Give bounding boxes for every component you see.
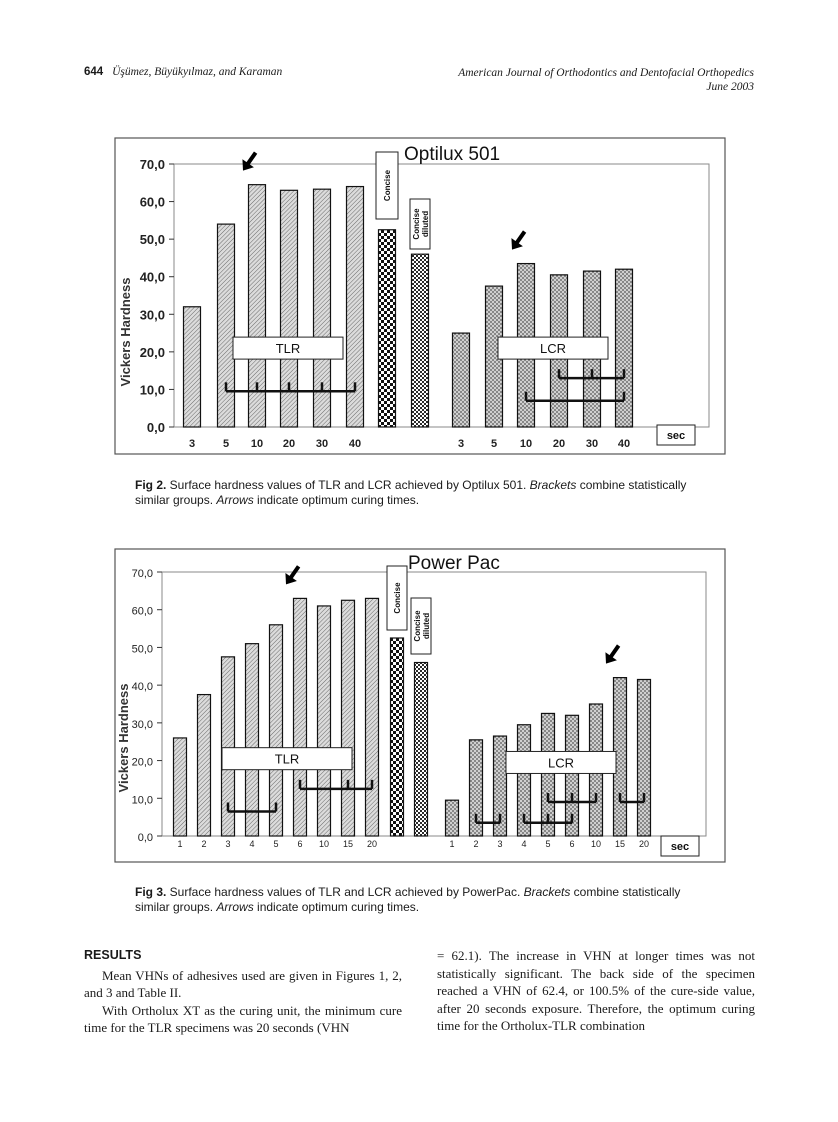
y-axis-label: Vickers Hardness xyxy=(116,683,131,793)
body-column-left xyxy=(84,947,402,1037)
x-tick-label: 20 xyxy=(638,839,650,849)
bar-concise xyxy=(379,230,396,427)
caption-italic: Arrows xyxy=(216,493,254,507)
y-tick-label: 70,0 xyxy=(131,568,153,580)
x-tick-label: 4 xyxy=(249,839,255,849)
vertical-label-line: diluted xyxy=(421,210,430,238)
unit-label: sec xyxy=(670,841,690,853)
figure-2-caption xyxy=(135,478,705,508)
figure-3-label: Fig 3. xyxy=(135,885,167,899)
running-authors: Üşümez, Büyükyılmaz, and Karaman xyxy=(112,66,283,78)
y-axis-label: Vickers Hardness xyxy=(118,277,133,387)
bar-lcr xyxy=(638,679,651,836)
figure-2-label: Fig 2. xyxy=(135,478,167,492)
x-tick-label: 1 xyxy=(177,839,183,849)
results-heading: RESULTS xyxy=(84,948,142,962)
x-tick-label: 5 xyxy=(490,438,498,450)
figure-2-chart xyxy=(114,137,726,455)
page-number: 644 xyxy=(84,66,104,78)
bar-concise xyxy=(391,638,404,836)
y-tick-label: 50,0 xyxy=(131,643,153,656)
vertical-label-box xyxy=(376,152,398,219)
body-paragraph: = 62.1). The increase in VHN at longer times was not statistically significant. The back side of the specimen reached a VHN of 62.4, or 100.5% of the cure-side value, after 20 seconds exposure. Therefore, the optimum curing time for the Ortholux-TLR combination xyxy=(437,948,755,1033)
x-tick-label: 10 xyxy=(250,438,264,450)
x-tick-label: 30 xyxy=(315,438,329,450)
y-tick-label: 20,0 xyxy=(139,344,165,360)
group-label: LCR xyxy=(539,341,567,357)
vertical-label xyxy=(413,610,431,642)
x-tick-label: 10 xyxy=(318,839,330,849)
y-tick-label: 30,0 xyxy=(131,718,153,731)
group-label-box xyxy=(506,751,616,773)
vertical-label xyxy=(412,208,430,240)
bar-tlr xyxy=(318,606,331,836)
group-label-box xyxy=(498,337,608,359)
x-tick-label: 15 xyxy=(342,839,354,849)
bar-lcr xyxy=(453,333,470,427)
bar-lcr xyxy=(446,800,459,836)
vertical-label-line: Concise xyxy=(412,208,421,240)
bar-tlr xyxy=(246,644,259,836)
y-tick-label: 10,0 xyxy=(131,794,153,807)
x-tick-label: 6 xyxy=(569,839,575,849)
x-tick-label: 30 xyxy=(585,438,599,450)
caption-text: indicate optimum curing times. xyxy=(253,493,420,507)
x-tick-label: 15 xyxy=(614,839,626,849)
x-tick-label: 3 xyxy=(457,438,465,450)
x-tick-label: 1 xyxy=(449,839,455,849)
x-tick-label: 3 xyxy=(497,839,503,849)
vertical-label-line: Concise xyxy=(413,610,422,642)
x-tick-label: 5 xyxy=(222,438,230,450)
x-tick-label: 5 xyxy=(273,839,279,849)
running-header-left xyxy=(84,66,282,78)
running-header-right xyxy=(458,66,754,94)
vertical-label: Concise xyxy=(383,169,392,202)
x-tick-label: 4 xyxy=(521,839,527,849)
y-tick-label: 50,0 xyxy=(139,232,165,248)
x-tick-label: 3 xyxy=(188,438,196,450)
caption-italic: Arrows xyxy=(216,900,254,914)
vertical-label-box xyxy=(411,598,431,654)
group-label-box xyxy=(233,337,343,359)
figure-2-svg xyxy=(114,137,726,455)
bar-lcr xyxy=(616,269,633,427)
caption-text: combine statistically similar groups. xyxy=(135,885,681,914)
y-tick-label: 40,0 xyxy=(131,681,153,694)
chart-title: Power Pac xyxy=(408,553,500,574)
y-tick-label: 70,0 xyxy=(139,157,165,172)
bar-tlr xyxy=(294,598,307,836)
bar-tlr xyxy=(174,738,187,836)
bar-tlr xyxy=(218,224,235,427)
x-tick-label: 2 xyxy=(473,839,479,849)
journal-name: American Journal of Orthodontics and Dentofacial Orthopedics xyxy=(458,67,754,79)
x-tick-label: 6 xyxy=(297,839,303,849)
figure-3-caption xyxy=(135,885,705,915)
issue-date: June 2003 xyxy=(706,81,754,93)
caption-text: Surface hardness values of TLR and LCR achieved by Optilux 501. xyxy=(166,478,530,492)
y-tick-label: 10,0 xyxy=(139,382,165,398)
x-tick-label: 40 xyxy=(348,438,362,450)
y-tick-label: 60,0 xyxy=(131,605,153,618)
y-tick-label: 30,0 xyxy=(139,307,165,323)
caption-text: Surface hardness values of TLR and LCR achieved by PowerPac. xyxy=(166,885,524,899)
body-paragraph: With Ortholux XT as the curing unit, the minimum cure time for the TLR specimens was 20 seconds (VHN xyxy=(84,1002,402,1035)
figure-3-chart xyxy=(114,548,726,863)
bar-tlr xyxy=(198,695,211,836)
caption-italic: Brackets xyxy=(529,478,577,492)
y-tick-label: 20,0 xyxy=(131,756,153,769)
unit-label: sec xyxy=(666,430,686,442)
bar-tlr xyxy=(184,307,201,427)
y-tick-label: 60,0 xyxy=(139,194,165,210)
caption-text: indicate optimum curing times. xyxy=(253,900,420,914)
bar-concise-diluted xyxy=(412,254,429,427)
group-label: TLR xyxy=(275,341,301,357)
group-label: TLR xyxy=(274,751,300,767)
x-tick-label: 20 xyxy=(366,839,378,849)
y-tick-label: 0,0 xyxy=(137,832,153,844)
y-tick-label: 40,0 xyxy=(139,269,165,285)
x-tick-label: 10 xyxy=(590,839,602,849)
bar-concise-diluted xyxy=(415,663,428,836)
group-label: LCR xyxy=(547,755,575,771)
x-tick-label: 40 xyxy=(617,438,631,450)
body-column-right xyxy=(437,947,755,1035)
figure-3-svg xyxy=(114,548,726,863)
x-tick-label: 5 xyxy=(545,839,551,849)
vertical-label: Concise xyxy=(393,582,402,614)
vertical-label-line: diluted xyxy=(422,612,431,640)
x-tick-label: 3 xyxy=(225,839,231,849)
body-paragraph: Mean VHNs of adhesives used are given in Figures 1, 2, and 3 and Table II. xyxy=(84,967,402,1000)
vertical-label-box xyxy=(387,566,407,630)
x-tick-label: 2 xyxy=(201,839,207,849)
chart-title: Optilux 501 xyxy=(404,144,501,165)
bar-tlr xyxy=(342,600,355,836)
x-tick-label: 20 xyxy=(282,438,296,450)
x-tick-label: 10 xyxy=(519,438,533,450)
caption-text: combine statistically similar groups. xyxy=(135,478,687,507)
x-tick-label: 20 xyxy=(552,438,566,450)
group-label-box xyxy=(222,748,352,770)
caption-italic: Brackets xyxy=(523,885,571,899)
y-tick-label: 0,0 xyxy=(146,420,165,435)
vertical-label-box xyxy=(410,199,430,249)
bar-tlr xyxy=(366,598,379,836)
